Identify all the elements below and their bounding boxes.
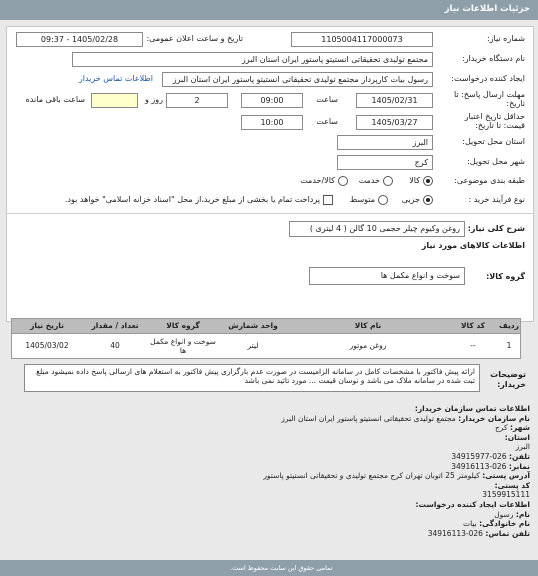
hours-remaining-field: [91, 93, 138, 108]
group-field: سوخت و انواع مکمل ها: [309, 267, 465, 285]
contact-section: [10, 404, 530, 538]
province-value: البرز: [515, 442, 530, 452]
city-value: کرج: [495, 423, 508, 433]
org-label: نام سازمان خریدار:: [458, 413, 530, 423]
postal-value: 3159915111: [482, 490, 530, 500]
treasury-checkbox[interactable]: [323, 195, 333, 205]
notes-field: ارائه پیش فاکتور با مشخصات کامل در سامانه الزامیست در صورت عدم بارگزاری پیش فاکتور به استعلام های ارسالی پاسخ داده نمیشود مبلغ ثبت شده در سامانه ملاک می باشد و نوسان قیمت ... مورد تائید نمی باشد: [24, 364, 480, 392]
contact-fax-row: [10, 462, 530, 472]
need-number-label: شماره نیاز:: [487, 34, 525, 43]
family-label: نام خانوادگی:: [479, 519, 530, 529]
table-header-row: [12, 319, 520, 333]
tel-label: تلفن تماس:: [485, 528, 530, 538]
col-code: کد کالا: [460, 321, 486, 330]
process-medium-radio[interactable]: [378, 195, 388, 205]
contact-title: اطلاعات تماس سازمان خریدار:: [414, 404, 530, 413]
col-qty: تعداد / مقدار: [91, 321, 139, 330]
creator-title: اطلاعات ایجاد کننده درخواست:: [415, 499, 530, 509]
address-value: کیلومتر 25 اتوبان تهران کرج مجتمع تولیدی و تحقیقاتی انستیتو پاستور: [263, 471, 480, 481]
process-medium-label: متوسط: [349, 195, 375, 204]
validity-label: حداقل تاریخ اعتبار قیمت: تا تاریخ:: [464, 112, 525, 130]
deadline-time-label: ساعت: [316, 95, 338, 104]
postal-label: کد پستی:: [494, 480, 530, 490]
contact-address-row: [10, 471, 530, 481]
validity-date-field: 1405/03/27: [356, 115, 433, 130]
buyer-field: مجتمع تولیدی تحقیقاتی انستیتو پاستور ایران استان البرز: [72, 52, 433, 67]
process-minor-radio[interactable]: [423, 195, 433, 205]
cell-date: 1405/03/02: [25, 341, 69, 350]
deadline-label: مهلت ارسال پاسخ: تا تاریخ:: [453, 90, 525, 108]
name-value: رسول: [494, 509, 514, 519]
process-radio-group: [13, 195, 433, 205]
contact-province-row: [10, 433, 530, 443]
address-label: آدرس پستی:: [482, 471, 530, 481]
need-number-field: 1105004117000073: [291, 32, 433, 47]
creator-family-row: [10, 519, 530, 529]
contact-postal-row: [10, 481, 530, 491]
fax-value: 026-34916113: [451, 461, 507, 471]
city-label: شهر محل تحویل:: [467, 157, 525, 166]
need-details-panel: [6, 26, 534, 322]
announce-label: تاریخ و ساعت اعلان عمومی:: [146, 34, 243, 43]
footer-text: تمامی حقوق این سایت محفوظ است.: [230, 564, 333, 572]
days-label: روز و: [145, 95, 163, 104]
process-minor-label: جزیی: [401, 195, 420, 204]
summary-label: شرح کلی نیاز:: [467, 224, 525, 233]
cell-name: روغن موتور: [349, 341, 387, 350]
table-row: [12, 333, 520, 358]
phone-label: تلفن:: [508, 451, 530, 461]
category-radio-group: [263, 176, 433, 186]
validity-time-label: ساعت: [316, 117, 338, 126]
org-value: مجتمع تولیدی تحقیقاتی انستیتو پاستور ایران استان البرز: [281, 413, 456, 423]
contact-city-row: [10, 423, 530, 433]
goods-section-title: اطلاعات کالاهای مورد نیاز: [421, 241, 525, 250]
cell-code: --: [470, 341, 476, 350]
group-label: گروه کالا:: [486, 272, 525, 281]
process-label: نوع فرآیند خرید :: [468, 195, 525, 204]
creator-label: ایجاد کننده درخواست:: [451, 74, 525, 83]
process-note: پرداخت تمام یا بخشی از مبلغ خرید،از محل "اسناد خزانه اسلامی" خواهد بود.: [64, 195, 320, 204]
summary-field: روغن وکیوم چیلر حجمی 10 گالن ( 4 لیتری ): [289, 221, 465, 237]
family-value: بیات: [463, 519, 477, 529]
category-service-radio[interactable]: [383, 176, 393, 186]
page-header: [0, 0, 538, 20]
fax-label: نمابر:: [508, 461, 530, 471]
category-both-radio[interactable]: [338, 176, 348, 186]
name-label: نام:: [515, 509, 530, 519]
category-goods-radio[interactable]: [423, 176, 433, 186]
col-date: تاریخ نیاز: [30, 321, 64, 330]
province-field: البرز: [337, 135, 433, 150]
province-label: استان محل تحویل:: [462, 137, 525, 146]
col-row: ردیف: [499, 321, 519, 330]
province-label: استان:: [504, 432, 530, 442]
announce-field: 1405/02/28 - 09:37: [16, 32, 143, 47]
page-title: جزئیات اطلاعات نیاز: [444, 4, 530, 14]
deadline-date-field: 1405/02/31: [356, 93, 433, 108]
category-goods-label: کالا: [409, 176, 420, 185]
notes-label: توضیحات خریدار:: [490, 370, 526, 389]
col-name: نام کالا: [354, 321, 382, 330]
cell-row: 1: [506, 341, 512, 350]
goods-table: [11, 318, 521, 359]
category-both-label: کالا/خدمت: [300, 176, 335, 185]
creator-tel-row: [10, 529, 530, 539]
buyer-label: نام دستگاه خریدار:: [462, 54, 525, 63]
city-field: کرج: [337, 155, 433, 170]
phone-value: 026-34915977: [451, 451, 507, 461]
divider: [7, 213, 533, 214]
category-service-label: خدمت: [358, 176, 380, 185]
cell-unit: لیتر: [247, 341, 259, 350]
cell-qty: 40: [110, 341, 120, 350]
category-label: طبقه بندی موضوعی:: [454, 176, 525, 185]
remaining-label: ساعت باقی مانده: [25, 95, 85, 104]
col-group: گروه کالا: [166, 321, 200, 330]
city-label: شهر:: [510, 423, 530, 433]
days-remaining-field: 2: [166, 93, 228, 108]
tel-value: 026-34916113: [427, 528, 483, 538]
col-unit: واحد شمارش: [228, 321, 278, 330]
contact-phone-row: [10, 452, 530, 462]
creator-name-row: [10, 510, 530, 520]
deadline-time-field: 09:00: [241, 93, 303, 108]
buyer-contact-link[interactable]: اطلاعات تماس خریدار: [78, 74, 153, 83]
cell-group: سوخت و انواع مکمل ها: [150, 337, 216, 355]
creator-field: رسول بیات کارپرداز مجتمع تولیدی تحقیقاتی انستیتو پاستور ایران استان البرز: [162, 72, 433, 87]
page-footer: [0, 560, 538, 576]
validity-time-field: 10:00: [241, 115, 303, 130]
contact-org-row: [10, 414, 530, 424]
